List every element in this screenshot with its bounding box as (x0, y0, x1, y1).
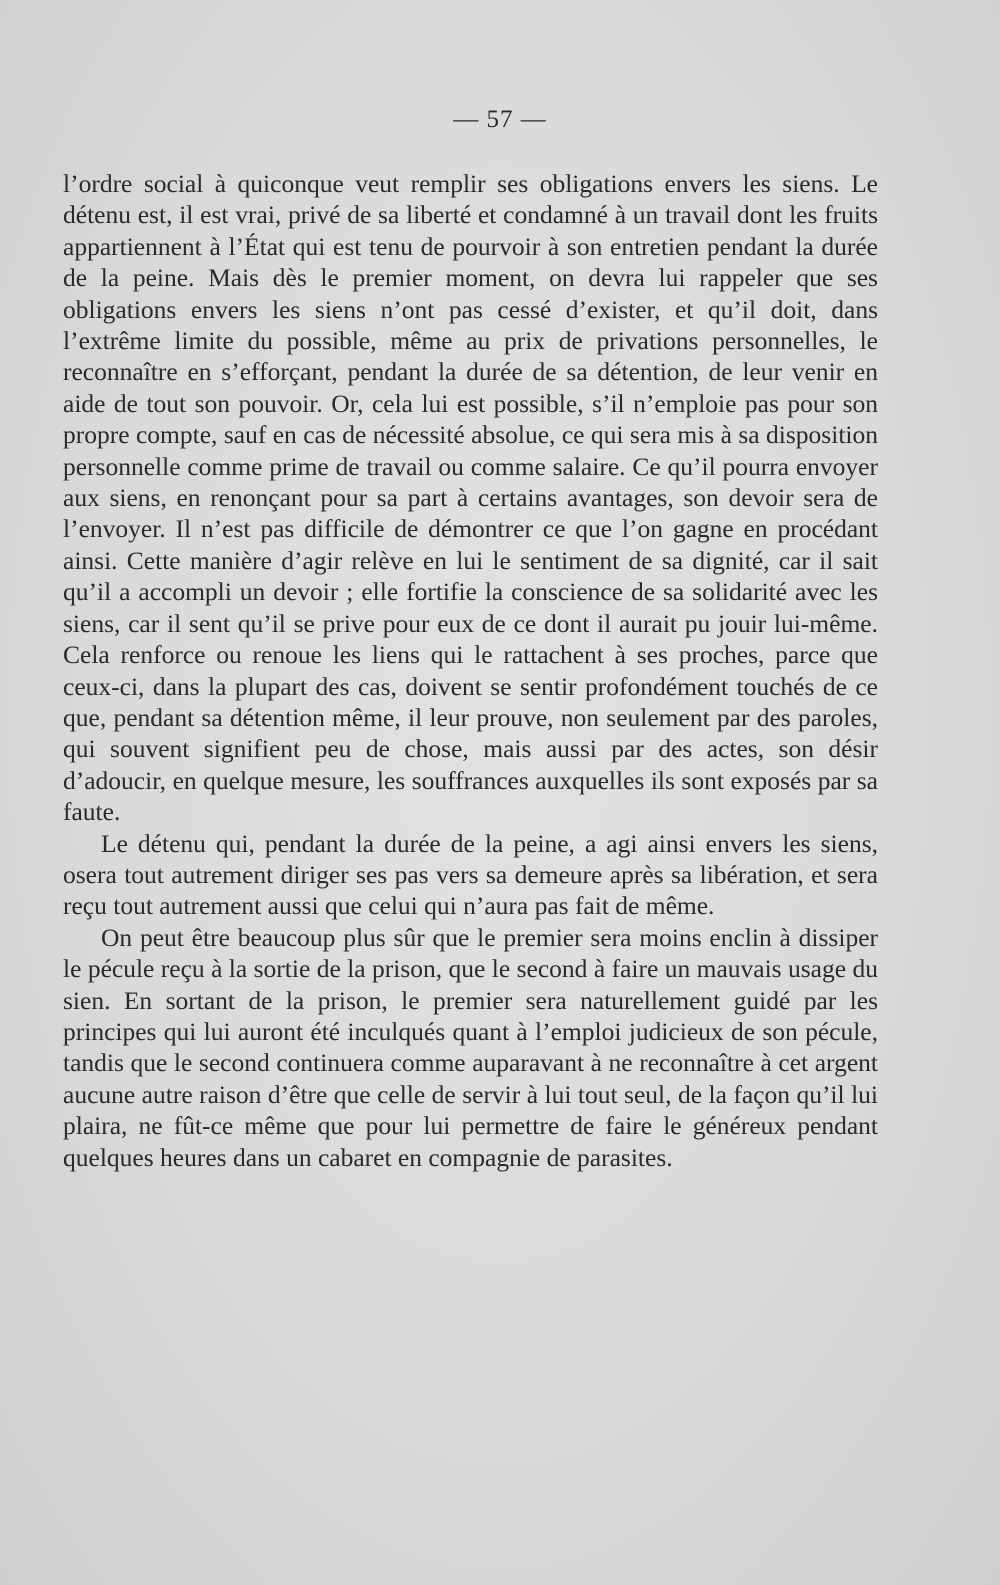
body-text (63, 168, 878, 1173)
paragraph-1: l’ordre social à quiconque veut remplir ses obligations envers les siens. Le détenu est, il est vrai, privé de sa liberté et condamné à un travail dont les fruits appartiennent à l’État qui est tenu de pourvoir à son entretien pendant la durée de la peine. Mais dès le premier moment, on devra lui rappeler que ses obligations envers les siens n’ont pas cessé d’exister, et qu’il doit, dans l’extrême limite du possible, même au prix de privations personnelles, le reconnaître en s’efforçant, pendant la durée de sa détention, de leur venir en aide de tout son pouvoir. Or, cela lui est possible, s’il n’emploie pas pour son propre compte, sauf en cas de nécessité absolue, ce qui sera mis à sa disposition personnelle comme prime de travail ou comme salaire. Ce qu’il pourra envoyer aux siens, en renonçant pour sa part à certains avantages, son devoir sera de l’envoyer. Il n’est pas difficile de démontrer ce que l’on gagne en procédant ainsi. Cette manière d’agir relève en lui le sentiment de sa dignité, car il sait qu’il a accompli un devoir ; elle fortifie la conscience de sa solidarité avec les siens, car il sent qu’il se prive pour eux de ce dont il aurait pu jouir lui-même. Cela renforce ou renoue les liens qui le rattachent à ses proches, parce que ceux-ci, dans la plupart des cas, doivent se sentir profondément touchés de ce que, pendant sa détention même, il leur prouve, non seulement par des paroles, qui souvent signifient peu de chose, mais aussi par des actes, son désir d’adoucir, en quelque mesure, les souffrances auxquelles ils sont exposés par sa faute. (63, 169, 878, 827)
paragraph-2: Le détenu qui, pendant la durée de la peine, a agi ainsi envers les siens, osera tout autrement diriger ses pas vers sa demeure après sa libération, et sera reçu tout autrement aussi que celui qui n’aura pas fait de même. (63, 828, 878, 921)
paragraph-3: On peut être beaucoup plus sûr que le premier sera moins enclin à dissiper le pécule reçu à la sortie de la prison, que le second à faire un mauvais usage du sien. En sortant de la prison, le premier sera naturellement guidé par les principes qui lui auront été inculqués quant à l’emploi judicieux de son pécule, tandis que le second continuera comme auparavant à ne reconnaître à cet argent aucune autre raison d’être que celle de servir à lui tout seul, de la façon qu’il lui plaira, ne fût-ce même que pour lui permettre de faire le généreux pendant quelques heures dans un cabaret en compagnie de parasites. (63, 922, 878, 1172)
page-number: — 57 — (453, 106, 547, 133)
